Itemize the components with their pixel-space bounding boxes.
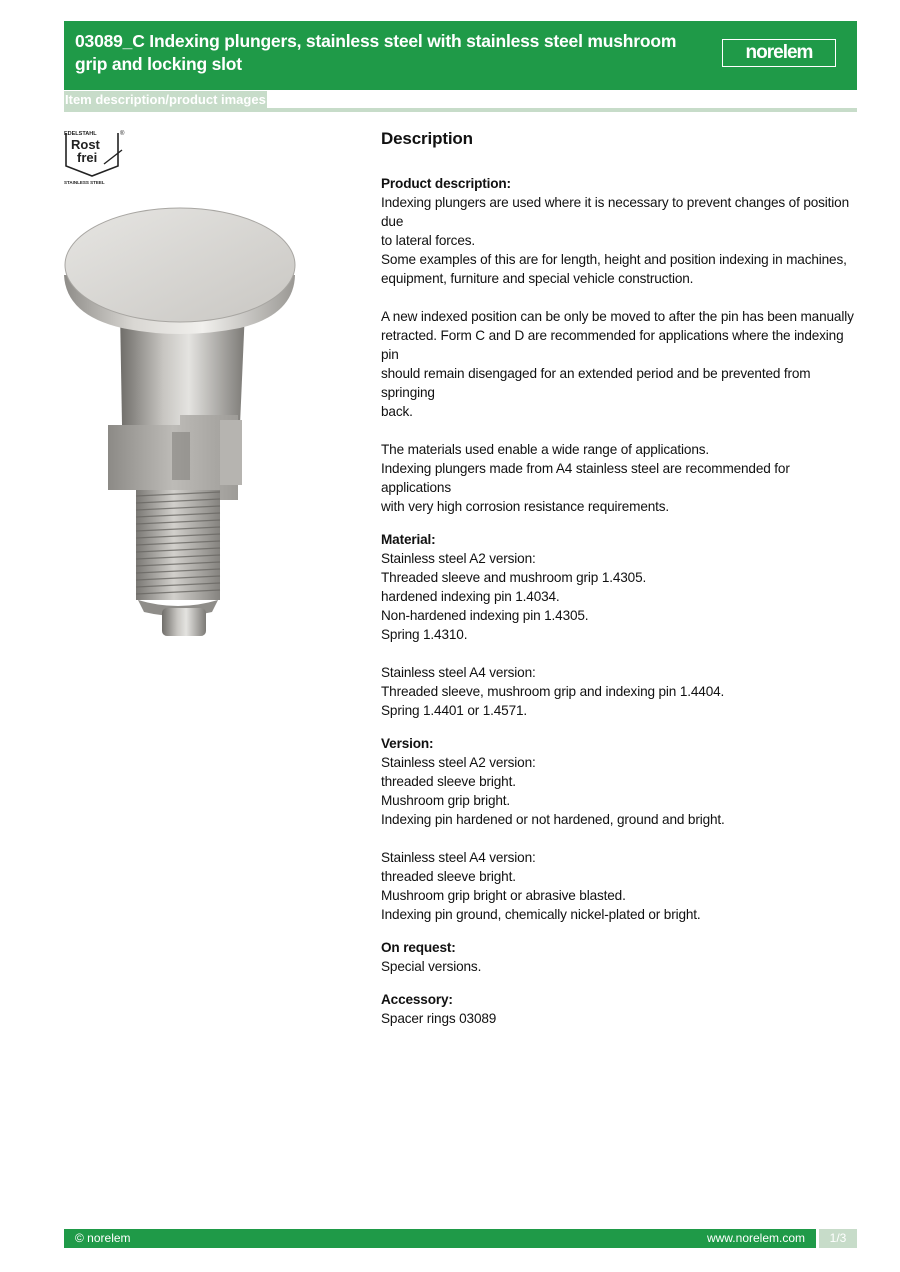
text-line: Threaded sleeve and mushroom grip 1.4305. [381,570,647,585]
badge-line-2: frei [77,150,98,165]
description-panel [381,128,859,1042]
text-line: Spring 1.4401 or 1.4571. [381,703,528,718]
text-line: Indexing plungers are used where it is necessary to prevent changes of position due [381,195,849,229]
on-request-block [381,938,859,976]
badge-registered-mark: ® [120,131,125,137]
text-line: Indexing pin hardened or not hardened, ground and bright. [381,812,725,827]
text-line: A new indexed position can be only be moved to after the pin has been manually [381,309,854,324]
section-divider-left [64,109,262,112]
product-description-block [381,174,859,516]
text-line: threaded sleeve bright. [381,774,516,789]
page-number: 1/3 [819,1229,857,1248]
text-line: Special versions. [381,959,482,974]
text-line: should remain disengaged for an extended period and be prevented from springing [381,366,811,400]
material-block [381,530,859,720]
text-line: to lateral forces. [381,233,476,248]
page-title: 03089_C Indexing plungers, stainless steel with stainless steel mushroom grip and locking slot [75,31,677,74]
text-line: The materials used enable a wide range of applications. [381,442,710,457]
text-line: Mushroom grip bright. [381,793,511,808]
page-footer [64,1229,816,1248]
badge-bottom-text: STAINLESS STEEL [64,180,105,185]
norelem-logo: norelem [722,39,836,67]
text-line: threaded sleeve bright. [381,869,516,884]
section-divider [262,108,857,112]
version-block [381,734,859,924]
on-request-label: On request: [381,940,456,955]
page-header [64,21,857,90]
footer-website-link[interactable]: www.norelem.com [706,1231,805,1245]
product-image [60,200,305,645]
text-line: Non-hardened indexing pin 1.4305. [381,608,589,623]
accessory-label: Accessory: [381,992,453,1007]
badge-line-1: Rost [71,137,100,152]
text-line: Threaded sleeve, mushroom grip and indexing pin 1.4404. [381,684,725,699]
text-line: Spacer rings 03089 [381,1011,497,1026]
section-tab: Item description/product images [65,92,266,107]
text-line: Stainless steel A4 version: [381,665,536,680]
version-label: Version: [381,736,434,751]
text-line: hardened indexing pin 1.4034. [381,589,560,604]
text-line: Indexing plungers made from A4 stainless steel are recommended for applications [381,461,790,495]
text-line: Stainless steel A4 version: [381,850,536,865]
text-line: Spring 1.4310. [381,627,468,642]
text-line: Some examples of this are for length, height and position indexing in machines, [381,252,847,267]
accessory-block [381,990,859,1028]
rostfrei-badge-icon [64,128,128,188]
text-line: back. [381,404,413,419]
text-line: Mushroom grip bright or abrasive blasted. [381,888,626,903]
material-label: Material: [381,532,436,547]
text-line: with very high corrosion resistance requirements. [381,499,670,514]
text-line: retracted. Form C and D are recommended for applications where the indexing pin [381,328,844,362]
footer-copyright: © norelem [75,1231,131,1245]
text-line: Indexing pin ground, chemically nickel-plated or bright. [381,907,701,922]
text-line: Stainless steel A2 version: [381,551,536,566]
product-description-label: Product description: [381,176,511,191]
description-heading: Description [381,129,473,148]
text-line: equipment, furniture and special vehicle construction. [381,271,694,286]
text-line: Stainless steel A2 version: [381,755,536,770]
badge-top-text: EDELSTAHL [64,131,97,137]
